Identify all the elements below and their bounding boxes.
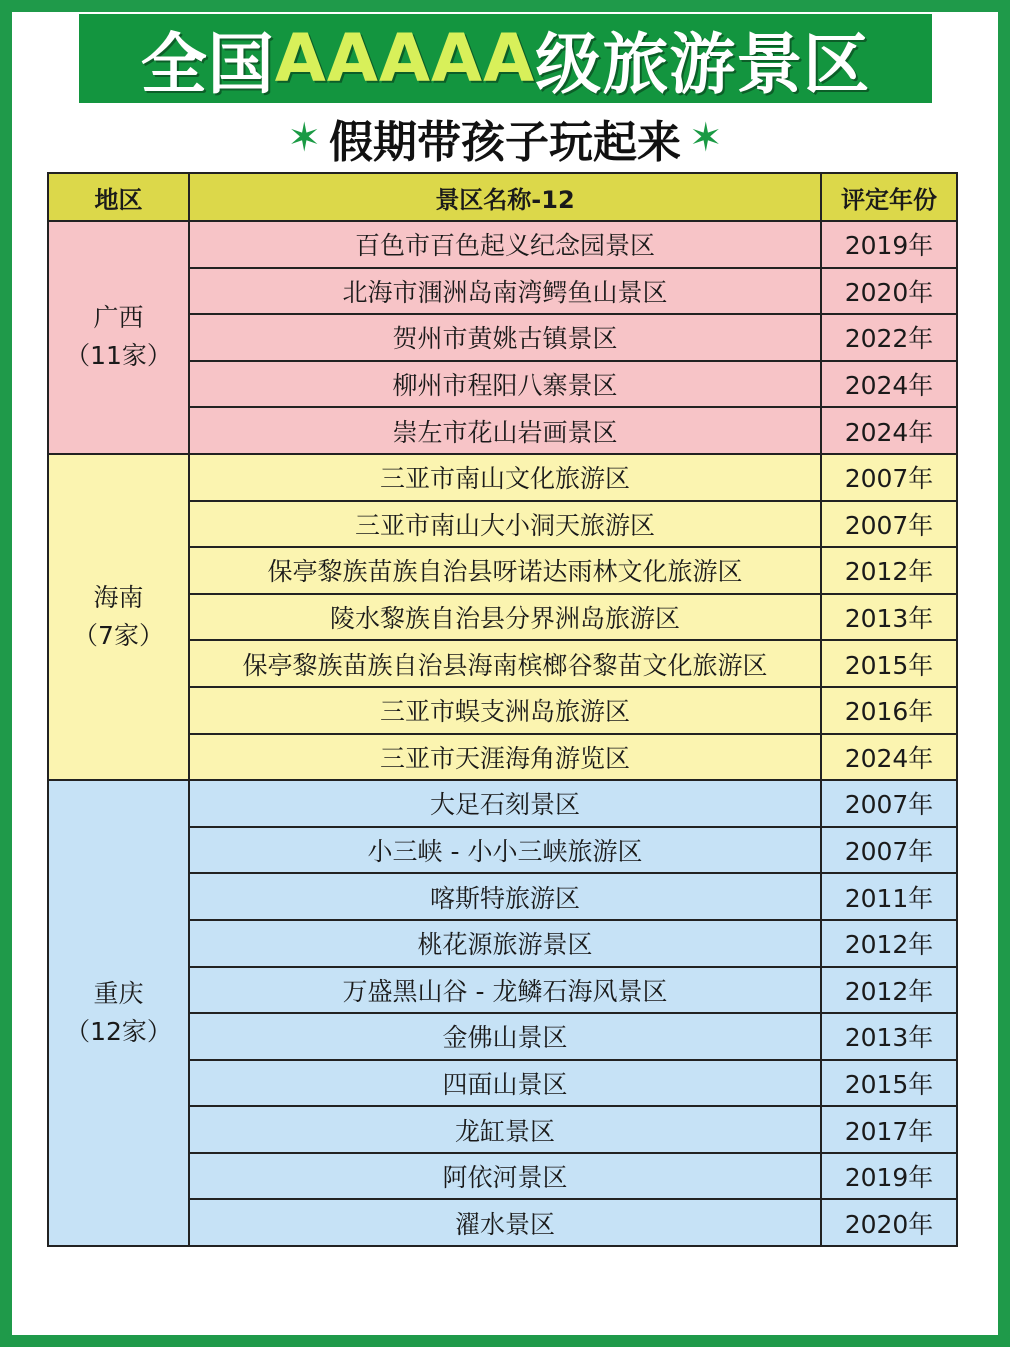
table-row	[48, 454, 957, 501]
scenic-name-cell: 万盛黑山谷 - 龙鳞石海风景区	[189, 967, 821, 1014]
rating-year-cell: 2012年	[821, 547, 957, 594]
subtitle-text: 假期带孩子玩起来	[329, 117, 681, 168]
region-count: （11家）	[65, 341, 172, 371]
rating-year-cell: 2019年	[821, 1153, 957, 1200]
rating-year-cell: 2015年	[821, 640, 957, 687]
scenic-name-cell: 小三峡 - 小小三峡旅游区	[189, 827, 821, 874]
rating-year-cell: 2024年	[821, 734, 957, 781]
title-accent: AAAAA	[274, 20, 536, 97]
rating-year-cell: 2012年	[821, 920, 957, 967]
region-name: 广西	[93, 303, 144, 333]
table-row	[48, 221, 957, 268]
scenic-name-cell: 大足石刻景区	[189, 780, 821, 827]
scenic-name-cell: 贺州市黄姚古镇景区	[189, 314, 821, 361]
scenic-name-cell: 北海市涠洲岛南湾鳄鱼山景区	[189, 268, 821, 315]
rating-year-cell: 2017年	[821, 1106, 957, 1153]
header-name: 景区名称-12	[189, 173, 821, 221]
star-right-icon: ✶	[689, 115, 723, 161]
scenic-name-cell: 桃花源旅游景区	[189, 920, 821, 967]
scenic-spot-table	[47, 172, 958, 1247]
scenic-name-cell: 保亭黎族苗族自治县呀诺达雨林文化旅游区	[189, 547, 821, 594]
scenic-name-cell: 喀斯特旅游区	[189, 873, 821, 920]
rating-year-cell: 2012年	[821, 967, 957, 1014]
rating-year-cell: 2019年	[821, 221, 957, 268]
star-left-icon: ✶	[287, 115, 321, 161]
scenic-name-cell: 保亭黎族苗族自治县海南槟榔谷黎苗文化旅游区	[189, 640, 821, 687]
rating-year-cell: 2020年	[821, 1199, 957, 1246]
rating-year-cell: 2007年	[821, 501, 957, 548]
region-name: 海南	[93, 583, 144, 613]
scenic-name-cell: 龙缸景区	[189, 1106, 821, 1153]
scenic-name-cell: 陵水黎族自治县分界洲岛旅游区	[189, 594, 821, 641]
header-year: 评定年份	[821, 173, 957, 221]
scenic-name-cell: 四面山景区	[189, 1060, 821, 1107]
rating-year-cell: 2013年	[821, 594, 957, 641]
title-suffix: 级旅游景区	[535, 26, 871, 103]
scenic-name-cell: 百色市百色起义纪念园景区	[189, 221, 821, 268]
rating-year-cell: 2013年	[821, 1013, 957, 1060]
region-count: （12家）	[65, 1017, 172, 1047]
rating-year-cell: 2015年	[821, 1060, 957, 1107]
header-region: 地区	[48, 173, 189, 221]
table-header-row	[48, 173, 957, 221]
scenic-name-cell: 三亚市南山文化旅游区	[189, 454, 821, 501]
title-banner	[79, 14, 932, 103]
scenic-name-cell: 三亚市南山大小洞天旅游区	[189, 501, 821, 548]
rating-year-cell: 2007年	[821, 827, 957, 874]
rating-year-cell: 2024年	[821, 361, 957, 408]
region-name: 重庆	[93, 979, 144, 1009]
region-cell	[48, 780, 189, 1246]
rating-year-cell: 2007年	[821, 780, 957, 827]
region-cell	[48, 221, 189, 454]
scenic-name-cell: 阿依河景区	[189, 1153, 821, 1200]
rating-year-cell: 2020年	[821, 268, 957, 315]
rating-year-cell: 2007年	[821, 454, 957, 501]
region-cell	[48, 454, 189, 780]
subtitle	[0, 108, 1010, 168]
rating-year-cell: 2024年	[821, 407, 957, 454]
scenic-name-cell: 濯水景区	[189, 1199, 821, 1246]
scenic-name-cell: 三亚市天涯海角游览区	[189, 734, 821, 781]
region-count: （7家）	[73, 621, 164, 651]
scenic-name-cell: 崇左市花山岩画景区	[189, 407, 821, 454]
rating-year-cell: 2016年	[821, 687, 957, 734]
rating-year-cell: 2011年	[821, 873, 957, 920]
scenic-name-cell: 柳州市程阳八寨景区	[189, 361, 821, 408]
scenic-name-cell: 金佛山景区	[189, 1013, 821, 1060]
table-body	[48, 221, 957, 1246]
scenic-name-cell: 三亚市蜈支洲岛旅游区	[189, 687, 821, 734]
title-prefix: 全国	[140, 26, 275, 103]
table-row	[48, 780, 957, 827]
rating-year-cell: 2022年	[821, 314, 957, 361]
